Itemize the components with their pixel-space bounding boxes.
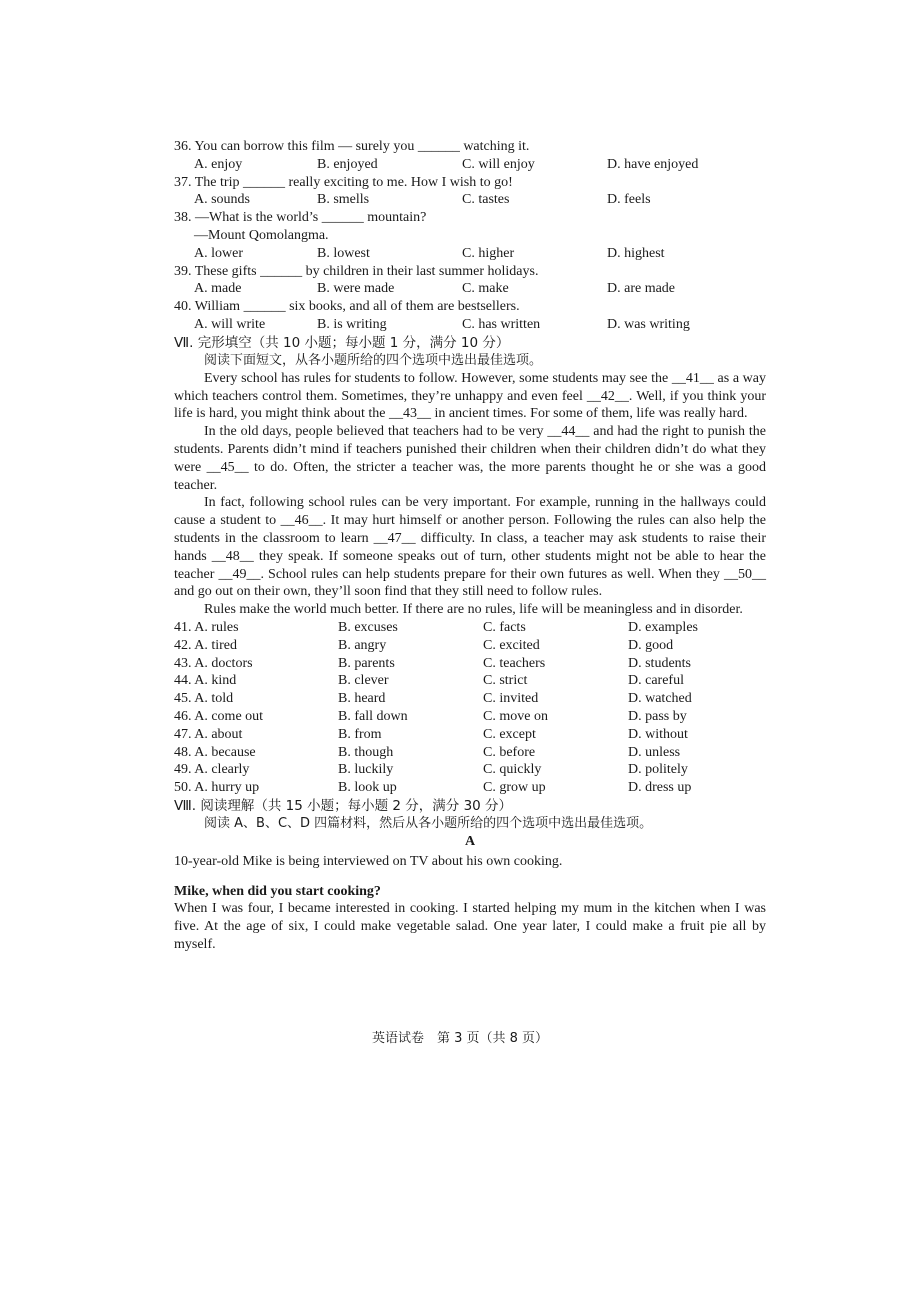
option: 44. A. kind <box>174 673 237 689</box>
option: D. watched <box>628 691 692 707</box>
option: C. before <box>483 744 536 760</box>
option: A. made <box>194 281 242 297</box>
choice-row-45 <box>174 690 766 708</box>
option: B. is writing <box>317 316 387 332</box>
option: 45. A. told <box>174 691 234 707</box>
option: B. look up <box>338 780 397 796</box>
section-7-instruction: 阅读下面短文，从各小题所给的四个选项中选出最佳选项。 <box>204 352 543 368</box>
option: C. strict <box>483 673 528 689</box>
option: D. was writing <box>607 316 690 332</box>
option: D. politely <box>628 762 688 778</box>
option: B. luckily <box>338 762 394 778</box>
option: 41. A. rules <box>174 619 239 635</box>
section-8-title: Ⅷ. 阅读理解（共 15 小题；每小题 2 分，满分 30 分） <box>174 797 513 814</box>
option: A. sounds <box>194 192 251 208</box>
option: 47. A. about <box>174 726 243 742</box>
question-38-options <box>174 245 766 263</box>
option: B. were made <box>317 281 395 297</box>
cloze-paragraph-2: In the old days, people believed that teachers had to be very __44__ and had the right to punish the students. Parents didn’t mind if teachers punished their children when their children didn’t do what they were __45__ to do. Often, the stricter a teacher was, the more parents thought he or she was a good teacher. <box>174 424 766 493</box>
cloze-paragraph-1: Every school has rules for students to follow. However, some students may see the __41__ as a way which teachers control them. Sometimes, they’re unhappy and even feel __42__. Well, if you think your life is hard, you might think about the __43__ in ancient times. For some of them, life was really hard. <box>174 370 766 422</box>
option: B. clever <box>338 673 389 689</box>
option: D. examples <box>628 619 698 635</box>
option: A. will write <box>194 316 266 332</box>
section-8-instruction: 阅读 A、B、C、D 四篇材料，然后从各小题所给的四个选项中选出最佳选项。 <box>204 815 653 831</box>
question-39-options <box>174 280 766 298</box>
choice-row-44 <box>174 672 766 690</box>
choice-row-42 <box>174 637 766 655</box>
option: D. are made <box>607 281 676 297</box>
option: C. teachers <box>483 655 546 671</box>
option: 48. A. because <box>174 744 256 760</box>
question-37-stem: 37. The trip ______ really exciting to me. How I wish to go! <box>174 174 513 190</box>
option: 49. A. clearly <box>174 762 250 778</box>
option: C. excited <box>483 637 540 653</box>
option: D. students <box>628 655 691 671</box>
choice-row-48 <box>174 744 766 762</box>
option: A. lower <box>194 245 243 261</box>
choice-row-43 <box>174 655 766 673</box>
choice-row-41 <box>174 619 766 637</box>
section-7-title: Ⅶ. 完形填空（共 10 小题；每小题 1 分，满分 10 分） <box>174 334 510 351</box>
question-36-options <box>174 156 766 174</box>
option: D. have enjoyed <box>607 156 699 172</box>
option: D. careful <box>628 673 684 689</box>
option: C. tastes <box>462 192 510 208</box>
interview-answer: When I was four, I became interested in cooking. I started helping my mum in the kitchen when I was five. At the age of six, I could make vegetable salad. One year later, I could make a fruit pie all by myself. <box>174 901 766 953</box>
option: C. except <box>483 726 536 742</box>
option: C. will enjoy <box>462 156 535 172</box>
option: B. excuses <box>338 619 398 635</box>
option: B. enjoyed <box>317 156 378 172</box>
passage-label: A <box>464 833 476 849</box>
option: D. dress up <box>628 780 692 796</box>
question-38-reply: —Mount Qomolangma. <box>194 227 329 243</box>
option: 42. A. tired <box>174 637 237 653</box>
question-40-stem: 40. William ______ six books, and all of them are bestsellers. <box>174 299 520 315</box>
question-38-stem: 38. —What is the world’s ______ mountain? <box>174 210 427 226</box>
option: 50. A. hurry up <box>174 780 260 796</box>
option: C. make <box>462 281 509 297</box>
interview-question: Mike, when did you start cooking? <box>174 883 381 899</box>
cloze-choices <box>174 619 766 797</box>
exam-content <box>174 138 766 954</box>
option: C. higher <box>462 245 515 261</box>
question-39-stem: 39. These gifts ______ by children in their last summer holidays. <box>174 263 539 279</box>
choice-row-49 <box>174 761 766 779</box>
option: B. lowest <box>317 245 370 261</box>
option: D. without <box>628 726 688 742</box>
option: 46. A. come out <box>174 708 264 724</box>
option: C. move on <box>483 708 548 724</box>
option: 43. A. doctors <box>174 655 253 671</box>
choice-row-46 <box>174 708 766 726</box>
option: B. though <box>338 744 394 760</box>
option: B. parents <box>338 655 395 671</box>
option: B. from <box>338 726 382 742</box>
option: B. smells <box>317 192 370 208</box>
cloze-paragraph-4: Rules make the world much better. If there are no rules, life will be meaningless and in disorder. <box>204 602 743 618</box>
question-37-options <box>174 191 766 209</box>
option: B. angry <box>338 637 387 653</box>
choice-row-47 <box>174 726 766 744</box>
cloze-paragraph-3: In fact, following school rules can be very important. For example, running in the hallways could cause a student to __46__. It may hurt himself or another person. Following the rules can also help the students in the classroom to learn __47__ difficulty. In class, a teacher may ask students to raise their hands __48__ they speak. If someone speaks out of turn, other students might not be able to hear the teacher __49__. School rules can help students prepare for their own futures as well. When they __50__ and go out on their own, they’ll soon find that they still need to follow rules. <box>174 495 766 600</box>
option: D. pass by <box>628 708 687 724</box>
passage-intro: 10-year-old Mike is being interviewed on TV about his own cooking. <box>174 853 563 869</box>
option: C. facts <box>483 619 526 635</box>
page-footer: 英语试卷 第 3 页（共 8 页） <box>371 1031 549 1046</box>
option: A. enjoy <box>194 156 243 172</box>
choice-row-50 <box>174 779 766 797</box>
option: B. fall down <box>338 708 408 724</box>
option: D. feels <box>607 192 651 208</box>
option: C. has written <box>462 316 541 332</box>
option: B. heard <box>338 691 386 707</box>
option: D. good <box>628 637 674 653</box>
question-36-stem: 36. You can borrow this film — surely you ______ watching it. <box>174 139 530 154</box>
option: C. grow up <box>483 780 546 796</box>
option: D. highest <box>607 245 665 261</box>
option: C. invited <box>483 691 539 707</box>
option: D. unless <box>628 744 681 760</box>
option: C. quickly <box>483 762 542 778</box>
question-40-options <box>174 316 766 334</box>
